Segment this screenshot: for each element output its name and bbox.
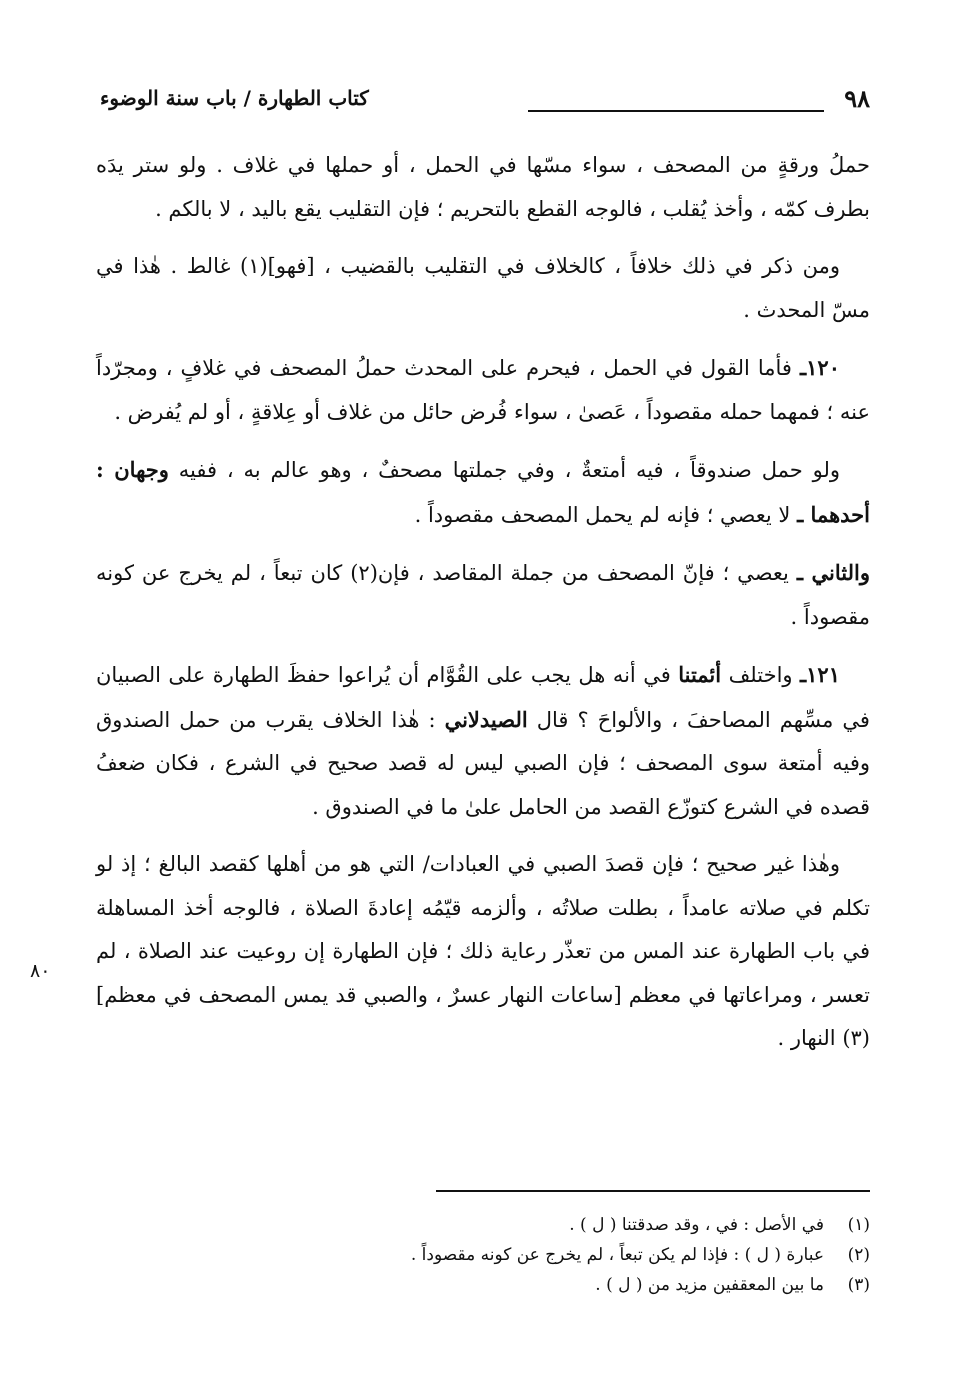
paragraph: حملُ ورقةٍ من المصحف ، سواء مسّها في الحمل ، أو حملها في غلاف . ولو ستر يدَه بطرف كمّه ، وأخذ يُقلب ، فالوجه القطع بالتحريم ؛ فإن التقليب يقع باليد ، لا بالكم .: [96, 153, 870, 221]
page-number: ٩٨: [844, 84, 870, 113]
paragraph-120: [96, 346, 870, 434]
bold-term: وجهان : أحدهما ـ: [96, 457, 870, 527]
bold-term: أئمتنا: [678, 662, 722, 687]
paragraph-text: : هٰذا الخلاف يقرب من حمل الصندوق وفيه أمتعة سوى المصحف ؛ فإن الصبي ليس له قصد صحيح في الشرع ، فكان ضعفُ قصده في الشرع كتوزّع القصد من الحامل علىٰ ما في الصندوق .: [96, 707, 870, 819]
footnote: [90, 1270, 870, 1300]
paragraph: [96, 448, 870, 537]
paragraph-121: [96, 653, 870, 829]
bold-term: والثاني ـ: [796, 560, 871, 585]
section-number: ١٢١ـ: [800, 662, 840, 687]
paragraph-text: لا يعصي ؛ فإنه لم يحمل المصحف مقصوداً .: [414, 502, 791, 527]
footnote-mark: (٣): [847, 1275, 870, 1295]
margin-folio: ٨٠: [30, 960, 51, 982]
footnote-mark: (١): [847, 1215, 870, 1235]
paragraph-text: فأما القول في الحمل ، فيحرم على المحدث حملُ المصحف في غلافٍ ، ومجرّداً عنه ؛ فمهما حمله مقصوداً ، عَصىٰ ، سواء فُرض حائل من غلاف أو عِلاقةٍ ، أو لم يُفرض .: [96, 356, 870, 424]
header-rule: [528, 110, 824, 112]
paragraph-text: واختلف: [728, 663, 793, 687]
paragraph-text: يعصي ؛ فإنّ المصحف من جملة المقاصد ، فإن(٢) كان تبعاً ، لم يخرج عن كونه مقصوداً .: [96, 561, 870, 629]
footnote: [90, 1240, 870, 1270]
footnote-text: عبارة ( ل ) : فإذا لم يكن تبعاً ، لم يخرج عن كونه مقصوداً .: [410, 1245, 824, 1265]
footnotes: [90, 1210, 870, 1300]
paragraph-text: ولو حمل صندوقاً ، فيه أمتعةٌ ، وفي جملتها مصحفٌ ، وهو عالم به ، ففيه: [178, 458, 840, 482]
paragraph: وهٰذا غير صحيح ؛ فإن قصدَ الصبي في العبادات/ التي هو من أهلها كقصد البالغ ؛ إذ لو تكلم في صلاته عامداً ، بطلت صلاتُه ، وألزمه قيّمُه إعادةَ الصلاة ، فالوجه أخذ المساهلة في باب الطهارة عند المس من تعذّر رعاية ذلك ؛ فإن الطهارة إن روعيت عند الصلاة ، لم تعسر ، ومراعاتها في معظم [ساعات النهار عسرٌ ، والصبي قد يمس المصحف في معظم](٣) النهار .: [96, 852, 870, 1050]
footnote-text: ما بين المعقفين مزيد من ( ل ) .: [595, 1275, 824, 1295]
paragraph: [96, 551, 870, 639]
bold-term: الصيدلاني: [444, 706, 528, 732]
footnote: [90, 1210, 870, 1240]
running-title: كتاب الطهارة / باب سنة الوضوء: [100, 86, 369, 110]
paragraph-text: في أنه هل يجب على القُوَّام أن يُراعوا حفظَ الطهارة على الصبيان في مسِّهم المصاحفَ ، والألواحَ ؟ قال: [96, 663, 870, 732]
footnote-rule: [436, 1190, 870, 1192]
page-header: [100, 84, 870, 124]
footnote-mark: (٢): [847, 1245, 870, 1265]
section-number: ١٢٠ـ: [800, 355, 840, 380]
footnote-text: في الأصل : في ، وقد صدقتنا ( ل ) .: [569, 1215, 824, 1235]
body-text: [96, 144, 870, 1075]
paragraph: ومن ذكر في ذلك خلافاً ، كالخلاف في التقليب بالقضيب ، [فهو](١) غالط . هٰذا في مسّ المحدث .: [96, 254, 870, 322]
